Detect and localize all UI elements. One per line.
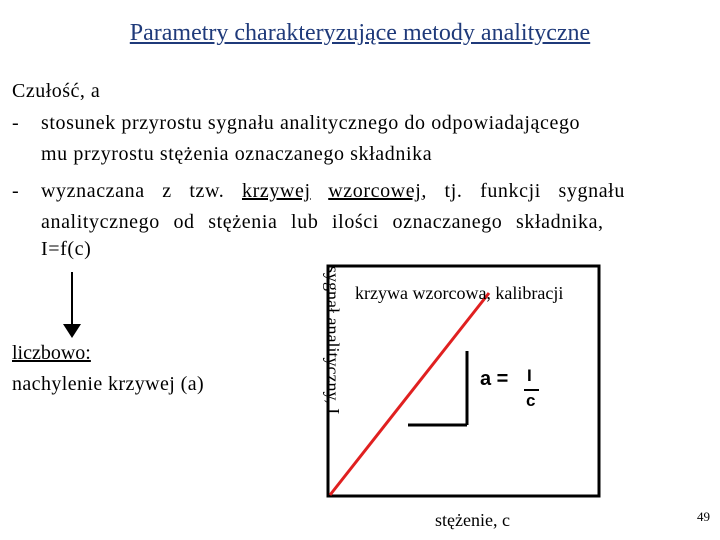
numeric-label: liczbowo: (12, 342, 91, 364)
y-axis-label: sygnał analityczny, I (323, 266, 343, 415)
calibration-line (330, 293, 489, 495)
bullet1-line1: stosunek przyrostu sygnału analitycznego do odpowiadającego (41, 112, 581, 134)
page-number: 49 (697, 509, 710, 524)
bullet2-line3: I=f(c) (41, 238, 92, 260)
diagram-title: krzywa wzorcowa, kalibracji (355, 283, 564, 303)
slope-text: nachylenie krzywej (a) (12, 373, 205, 395)
bullet-dash-1: - (12, 112, 20, 134)
x-axis-label: stężenie, c (435, 510, 510, 530)
krzywej-link: krzywej (241, 180, 311, 202)
formula-numerator: I (527, 366, 532, 385)
bullet2-line2: analitycznego od stężenia lub ilości oznaczanego składnika, (41, 211, 604, 233)
bullet-dash-2: - (12, 180, 20, 202)
slide-title: Parametry charakteryzujące metody analityczne (129, 20, 591, 46)
section-heading: Czułość, a (12, 80, 101, 102)
bullet2-line1-start: wyznaczana z tzw. (41, 180, 225, 202)
formula-lhs: a = (480, 368, 509, 390)
formula-denominator: c (526, 391, 536, 410)
bullet1-line2: mu przyrostu stężenia oznaczanego składnika (41, 143, 433, 165)
bullet2-line1-end: , tj. funkcji sygnału (421, 180, 625, 202)
wzorcowej-link: wzorcowej (328, 180, 422, 202)
